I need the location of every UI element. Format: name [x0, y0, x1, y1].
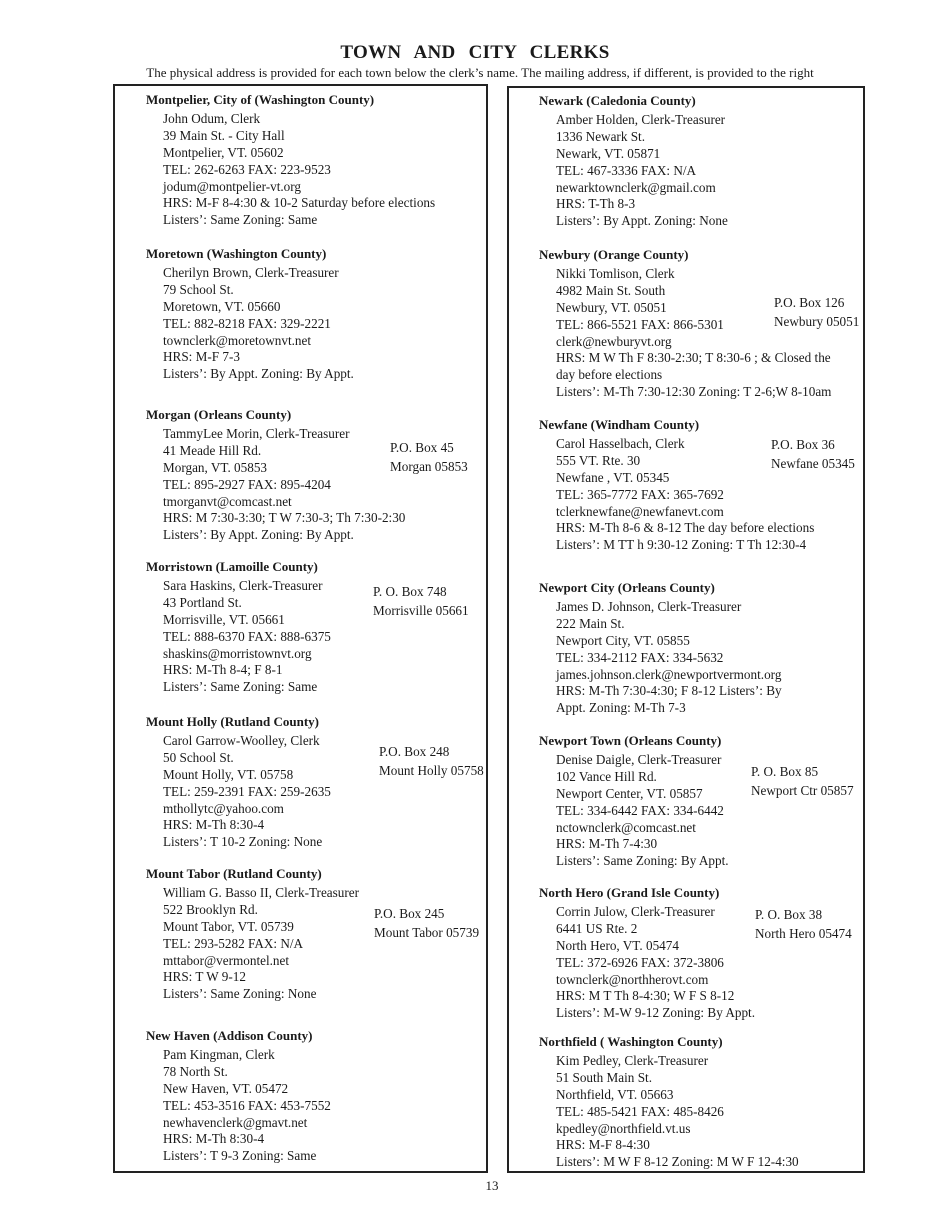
phone-fax: TEL: 888-6370 FAX: 888-6375 — [163, 628, 331, 644]
page-title: TOWN AND CITY CLERKS — [340, 42, 610, 63]
phone-fax: TEL: 372-6926 FAX: 372-3806 — [556, 954, 724, 970]
office-hours: HRS: M-Th 8:30-4 — [163, 1131, 265, 1147]
office-hours: HRS: M-F 8-4:30 & 10-2 Saturday before elections — [163, 195, 436, 211]
clerk-entry — [146, 714, 331, 851]
listers-zoning: Listers’: T 9-3 Zoning: Same — [163, 1148, 317, 1164]
detail-line: Moretown, VT. 05660 — [163, 298, 281, 314]
mailing-address — [373, 582, 469, 620]
listers-zoning: Listers’: By Appt. Zoning: By Appt. — [163, 527, 354, 543]
detail-line: 50 School St. — [163, 749, 234, 765]
town-name: New Haven (Addison County) — [146, 1028, 313, 1043]
town-name: Moretown (Washington County) — [146, 246, 327, 261]
po-box: P.O. Box 45 — [390, 440, 454, 455]
phone-fax: TEL: 467-3336 FAX: N/A — [556, 162, 697, 178]
po-town-zip: North Hero 05474 — [755, 926, 852, 941]
office-hours: HRS: M-Th 8:30-4 — [163, 817, 265, 833]
po-town-zip: Newport Ctr 05857 — [751, 783, 854, 798]
mailing-address — [374, 904, 479, 942]
detail-line: Mount Tabor, VT. 05739 — [163, 918, 294, 934]
email: tclerknewfane@newfanevt.com — [556, 503, 724, 519]
email: mthollytc@yahoo.com — [163, 800, 284, 816]
town-name: Newbury (Orange County) — [539, 247, 689, 262]
listers-zoning: Listers’: Same Zoning: None — [163, 986, 317, 1002]
page-number: 13 — [485, 1178, 499, 1193]
phone-fax: TEL: 882-8218 FAX: 329-2221 — [163, 315, 331, 331]
office-hours: HRS: M-Th 8-6 & 8-12 The day before elections — [556, 520, 815, 536]
po-box: P.O. Box 248 — [379, 744, 450, 759]
clerk-name: TammyLee Morin, Clerk-Treasurer — [163, 425, 350, 441]
detail-line: Montpelier, VT. 05602 — [163, 144, 284, 160]
phone-fax: TEL: 866-5521 FAX: 866-5301 — [556, 316, 724, 332]
town-name: Morristown (Lamoille County) — [146, 559, 318, 574]
town-name: North Hero (Grand Isle County) — [539, 885, 720, 900]
clerk-name: James D. Johnson, Clerk-Treasurer — [556, 598, 742, 614]
phone-fax: TEL: 895-2927 FAX: 895-4204 — [163, 476, 331, 492]
clerk-name: Carol Garrow-Woolley, Clerk — [163, 732, 320, 748]
phone-fax: TEL: 485-5421 FAX: 485-8426 — [556, 1103, 724, 1119]
mailing-address — [390, 438, 468, 476]
detail-line: 222 Main St. — [556, 615, 625, 631]
clerk-name: Denise Daigle, Clerk-Treasurer — [556, 751, 722, 767]
clerk-entry — [539, 1034, 799, 1171]
email: kpedley@northfield.vt.us — [556, 1120, 691, 1136]
office-hours: HRS: T-Th 8-3 — [556, 196, 636, 212]
listers-zoning: Listers’: Same Zoning: By Appt. — [556, 853, 729, 869]
clerk-name: Nikki Tomlison, Clerk — [556, 265, 675, 281]
mailing-address — [755, 905, 852, 943]
po-box: P.O. Box 126 — [774, 295, 845, 310]
town-name: Northfield ( Washington County) — [539, 1034, 723, 1049]
town-name: Newport Town (Orleans County) — [539, 733, 722, 748]
email: townclerk@moretownvt.net — [163, 332, 312, 348]
detail-line: 51 South Main St. — [556, 1069, 652, 1085]
detail-line: Newbury, VT. 05051 — [556, 299, 667, 315]
clerk-details — [146, 111, 435, 229]
clerk-details — [539, 1053, 799, 1171]
po-town-zip: Morrisville 05661 — [373, 603, 469, 618]
office-hours: HRS: M-F 7-3 — [163, 349, 240, 365]
mailing-address — [751, 762, 854, 800]
clerk-details — [146, 885, 359, 1003]
listers-zoning: Listers’: Same Zoning: Same — [163, 212, 318, 228]
town-name: Mount Tabor (Rutland County) — [146, 866, 322, 881]
left-column — [113, 84, 488, 1173]
right-column — [507, 86, 865, 1173]
detail-line: Appt. Zoning: M-Th 7-3 — [556, 700, 686, 716]
clerk-entry — [539, 885, 755, 1022]
clerk-entry — [146, 1028, 331, 1165]
town-name: Mount Holly (Rutland County) — [146, 714, 319, 729]
office-hours: HRS: M-Th 7:30-4:30; F 8-12 Listers’: By — [556, 683, 782, 699]
clerk-details — [539, 112, 728, 230]
listers-zoning: Listers’: By Appt. Zoning: None — [556, 213, 728, 229]
email: james.johnson.clerk@newportvermont.org — [556, 666, 782, 682]
detail-line: day before elections — [556, 367, 663, 383]
clerk-name: Sara Haskins, Clerk-Treasurer — [163, 577, 323, 593]
po-box: P. O. Box 85 — [751, 764, 819, 779]
clerk-details — [146, 733, 331, 851]
clerk-details — [146, 1047, 331, 1165]
office-hours: HRS: T W 9-12 — [163, 969, 246, 985]
clerk-name: Carol Hasselbach, Clerk — [556, 435, 685, 451]
clerk-name: Amber Holden, Clerk-Treasurer — [556, 111, 726, 127]
detail-line: Newport Center, VT. 05857 — [556, 785, 703, 801]
mailing-address — [379, 742, 484, 780]
clerk-name: Corrin Julow, Clerk-Treasurer — [556, 903, 715, 919]
town-name: Newport City (Orleans County) — [539, 580, 715, 595]
mailing-address — [774, 293, 859, 331]
detail-line: Newark, VT. 05871 — [556, 145, 661, 161]
detail-line: Morgan, VT. 05853 — [163, 459, 268, 475]
office-hours: HRS: M-F 8-4:30 — [556, 1137, 650, 1153]
clerk-details — [539, 266, 831, 401]
email: newarktownclerk@gmail.com — [556, 179, 716, 195]
town-name: Newfane (Windham County) — [539, 417, 700, 432]
clerk-details — [146, 426, 405, 544]
clerk-name: Pam Kingman, Clerk — [163, 1046, 275, 1062]
listers-zoning: Listers’: M-Th 7:30-12:30 Zoning: T 2-6;W 8-10am — [556, 384, 832, 400]
clerk-entry — [146, 246, 354, 383]
po-town-zip: Mount Tabor 05739 — [374, 925, 480, 940]
po-box: P. O. Box 38 — [755, 907, 823, 922]
email: townclerk@northherovt.com — [556, 971, 709, 987]
detail-line: 4982 Main St. South — [556, 282, 666, 298]
clerk-entry — [146, 559, 331, 696]
phone-fax: TEL: 365-7772 FAX: 365-7692 — [556, 486, 724, 502]
clerk-details — [146, 578, 331, 696]
detail-line: New Haven, VT. 05472 — [163, 1080, 289, 1096]
detail-line: North Hero, VT. 05474 — [556, 937, 679, 953]
detail-line: Northfield, VT. 05663 — [556, 1086, 674, 1102]
mailing-address — [771, 435, 855, 473]
town-name: Montpelier, City of (Washington County) — [146, 92, 375, 107]
listers-zoning: Listers’: M W F 8-12 Zoning: M W F 12-4:30 — [556, 1154, 799, 1170]
office-hours: HRS: M W Th F 8:30-2:30; T 8:30-6 ; & Closed the — [556, 350, 831, 366]
clerk-details — [539, 599, 782, 717]
detail-line: Newfane , VT. 05345 — [556, 469, 670, 485]
phone-fax: TEL: 453-3516 FAX: 453-7552 — [163, 1097, 331, 1113]
email: newhavenclerk@gmavt.net — [163, 1114, 308, 1130]
office-hours: HRS: M-Th 8-4; F 8-1 — [163, 662, 283, 678]
po-box: P.O. Box 36 — [771, 437, 835, 452]
clerk-entry — [539, 93, 728, 230]
clerk-entry — [146, 866, 359, 1003]
town-name: Newark (Caledonia County) — [539, 93, 696, 108]
detail-line: 1336 Newark St. — [556, 128, 646, 144]
clerk-entry — [539, 580, 782, 717]
office-hours: HRS: M 7:30-3:30; T W 7:30-3; Th 7:30-2:30 — [163, 510, 406, 526]
detail-line: Morrisville, VT. 05661 — [163, 611, 285, 627]
po-town-zip: Newfane 05345 — [771, 456, 855, 471]
email: mttabor@vermontel.net — [163, 952, 290, 968]
listers-zoning: Listers’: By Appt. Zoning: By Appt. — [163, 366, 354, 382]
phone-fax: TEL: 334-2112 FAX: 334-5632 — [556, 649, 724, 665]
detail-line: 522 Brooklyn Rd. — [163, 901, 258, 917]
po-town-zip: Mount Holly 05758 — [379, 763, 484, 778]
email: tmorganvt@comcast.net — [163, 493, 292, 509]
detail-line: 6441 US Rte. 2 — [556, 920, 638, 936]
po-box: P. O. Box 748 — [373, 584, 447, 599]
phone-fax: TEL: 293-5282 FAX: N/A — [163, 935, 304, 951]
clerk-details — [146, 265, 354, 383]
phone-fax: TEL: 334-6442 FAX: 334-6442 — [556, 802, 724, 818]
listers-zoning: Listers’: M-W 9-12 Zoning: By Appt. — [556, 1005, 756, 1021]
po-town-zip: Newbury 05051 — [774, 314, 860, 329]
office-hours: HRS: M-Th 7-4:30 — [556, 836, 658, 852]
email: nctownclerk@comcast.net — [556, 819, 696, 835]
clerk-details — [539, 752, 729, 870]
listers-zoning: Listers’: Same Zoning: Same — [163, 679, 318, 695]
office-hours: HRS: M T Th 8-4:30; W F S 8-12 — [556, 988, 735, 1004]
clerk-details — [539, 904, 755, 1022]
detail-line: Newport City, VT. 05855 — [556, 632, 690, 648]
clerk-entry — [146, 92, 435, 229]
detail-line: 555 VT. Rte. 30 — [556, 452, 641, 468]
page-subtitle: The physical address is provided for each town below the clerk’s name. The mailing address, if different, is provided to the right — [146, 65, 814, 80]
detail-line: 102 Vance Hill Rd. — [556, 768, 657, 784]
detail-line: 41 Meade Hill Rd. — [163, 442, 262, 458]
detail-line: 39 Main St. - City Hall — [163, 127, 285, 143]
clerk-name: John Odum, Clerk — [163, 110, 261, 126]
detail-line: Mount Holly, VT. 05758 — [163, 766, 294, 782]
email: shaskins@morristownvt.org — [163, 645, 312, 661]
email: clerk@newburyvt.org — [556, 333, 672, 349]
town-name: Morgan (Orleans County) — [146, 407, 292, 422]
clerk-name: Cherilyn Brown, Clerk-Treasurer — [163, 264, 339, 280]
listers-zoning: Listers’: M TT h 9:30-12 Zoning: T Th 12:30-4 — [556, 537, 807, 553]
po-town-zip: Morgan 05853 — [390, 459, 468, 474]
clerk-entry — [539, 733, 729, 870]
phone-fax: TEL: 259-2391 FAX: 259-2635 — [163, 783, 331, 799]
detail-line: 78 North St. — [163, 1063, 228, 1079]
po-box: P.O. Box 245 — [374, 906, 445, 921]
clerk-name: William G. Basso II, Clerk-Treasurer — [163, 884, 360, 900]
email: jodum@montpelier-vt.org — [163, 178, 301, 194]
listers-zoning: Listers’: T 10-2 Zoning: None — [163, 834, 323, 850]
detail-line: 43 Portland St. — [163, 594, 242, 610]
detail-line: 79 School St. — [163, 281, 234, 297]
phone-fax: TEL: 262-6263 FAX: 223-9523 — [163, 161, 331, 177]
clerk-name: Kim Pedley, Clerk-Treasurer — [556, 1052, 709, 1068]
clerk-entry — [146, 407, 405, 544]
